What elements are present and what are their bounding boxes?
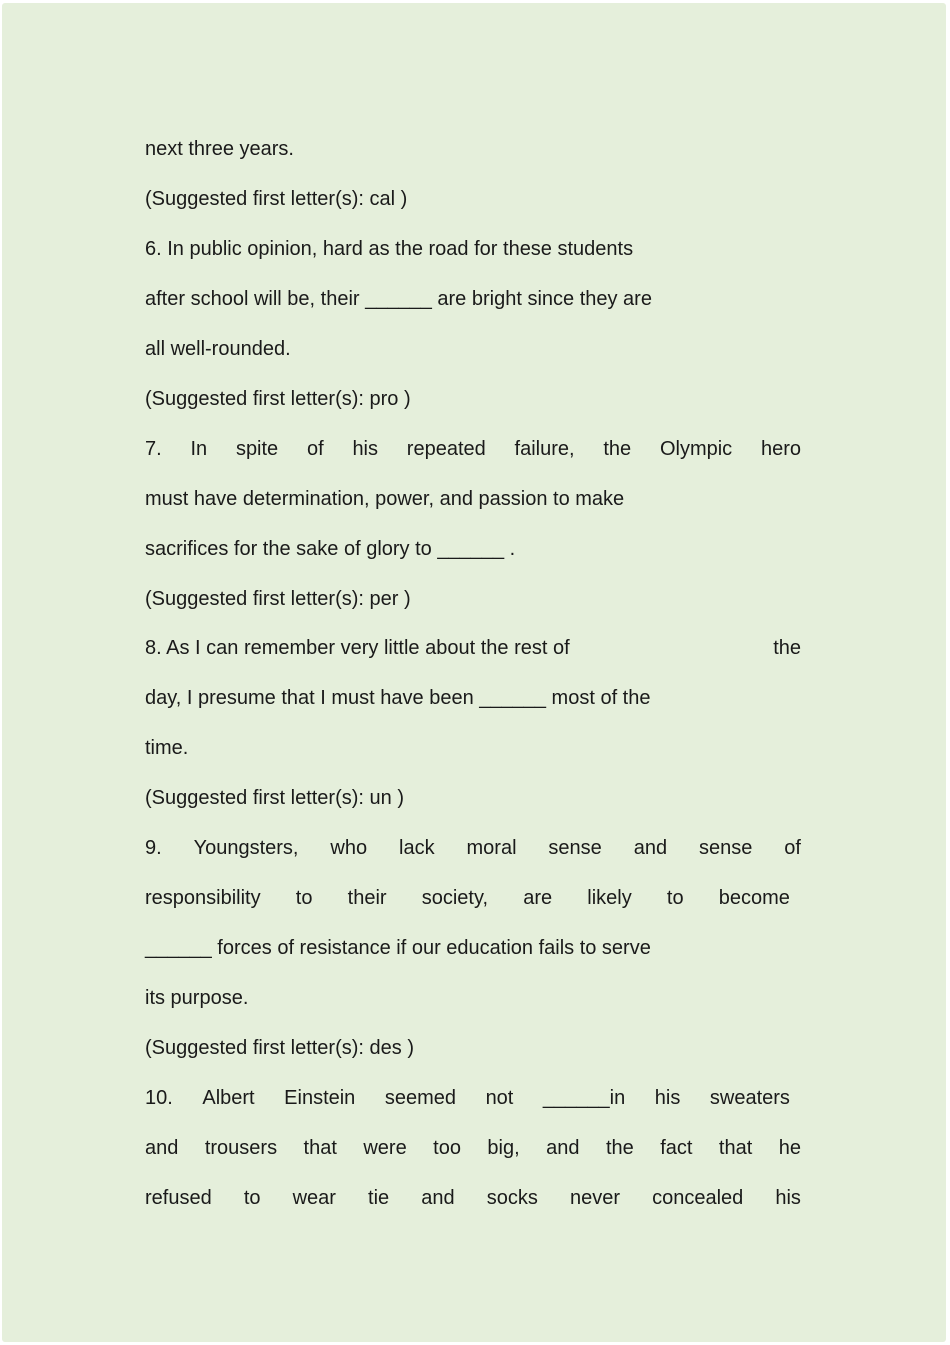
text-line: [145, 1134, 801, 1162]
word: hero: [760, 438, 801, 460]
question-9-line: [145, 834, 801, 862]
text-line: after school will be, their ______ are bright since they are: [145, 288, 652, 310]
word: and: [633, 837, 668, 859]
word: too: [433, 1137, 461, 1159]
text-line: day, I presume that I must have been ______ most of the: [145, 687, 651, 709]
word: to: [666, 887, 684, 909]
hint-line: (Suggested first letter(s): des ): [145, 1037, 414, 1059]
hint-line: (Suggested first letter(s): un ): [145, 787, 404, 809]
word: sense: [548, 837, 602, 859]
word: socks: [486, 1187, 538, 1209]
question-10-line: [145, 1084, 790, 1112]
word: 8. As I can remember very little about the rest of: [145, 637, 570, 659]
hint-line: (Suggested first letter(s): pro ): [145, 388, 411, 410]
word: moral: [466, 837, 517, 859]
hint-line: (Suggested first letter(s): cal ): [145, 188, 408, 210]
word: ______in: [542, 1087, 626, 1109]
word: In: [190, 438, 208, 460]
text-line: all well-rounded.: [145, 338, 291, 360]
word: Einstein: [284, 1087, 356, 1109]
word: the: [605, 1137, 634, 1159]
hint-line: (Suggested first letter(s): per ): [145, 588, 411, 610]
word: spite: [235, 438, 279, 460]
word: his: [654, 1087, 681, 1109]
word: society,: [421, 887, 489, 909]
word: seemed: [384, 1087, 457, 1109]
word: of: [306, 438, 324, 460]
word: and: [421, 1187, 455, 1209]
word: and: [546, 1137, 580, 1159]
word: their: [347, 887, 387, 909]
word: fact: [660, 1137, 693, 1159]
word: Albert: [202, 1087, 255, 1109]
word: sense: [698, 837, 753, 859]
text-line: [145, 1184, 801, 1212]
text-line: sacrifices for the sake of glory to ______ .: [145, 538, 516, 560]
word: who: [330, 837, 368, 859]
word: Olympic: [659, 438, 733, 460]
word: his: [775, 1187, 801, 1209]
word: the: [773, 637, 801, 659]
text-line: its purpose.: [145, 987, 249, 1009]
text-line: time.: [145, 737, 189, 759]
word: to: [243, 1187, 261, 1209]
text-line: next three years.: [145, 138, 294, 160]
document-page: [2, 3, 946, 1342]
word: Youngsters,: [193, 837, 299, 859]
word: and: [145, 1137, 179, 1159]
word: he: [778, 1137, 801, 1159]
word: were: [363, 1137, 407, 1159]
word: are: [523, 887, 553, 909]
word: of: [784, 837, 801, 859]
text-line: must have determination, power, and passion to make: [145, 488, 625, 510]
question-8-line: [145, 634, 801, 662]
word: not: [485, 1087, 514, 1109]
question-7-line: [145, 435, 801, 463]
word: responsibility: [145, 887, 261, 909]
question-6-line: 6. In public opinion, hard as the road for these students: [145, 238, 634, 260]
word: 7.: [145, 438, 162, 460]
word: become: [718, 887, 790, 909]
word: likely: [587, 887, 632, 909]
text-line: ______ forces of resistance if our education fails to serve: [145, 937, 651, 959]
word: lack: [399, 837, 435, 859]
word: sweaters: [709, 1087, 790, 1109]
word: failure,: [514, 438, 575, 460]
word: never: [569, 1187, 620, 1209]
word: 10.: [145, 1087, 173, 1109]
word: to: [295, 887, 313, 909]
word: that: [718, 1137, 753, 1159]
word: concealed: [652, 1187, 744, 1209]
text-line: [145, 884, 790, 912]
word: big,: [487, 1137, 520, 1159]
word: wear: [292, 1187, 336, 1209]
word: tie: [368, 1187, 390, 1209]
word: the: [603, 438, 632, 460]
word: repeated: [406, 438, 486, 460]
word: trousers: [204, 1137, 278, 1159]
word: 9.: [145, 837, 162, 859]
word: that: [303, 1137, 337, 1159]
word: his: [352, 438, 379, 460]
word: refused: [145, 1187, 212, 1209]
